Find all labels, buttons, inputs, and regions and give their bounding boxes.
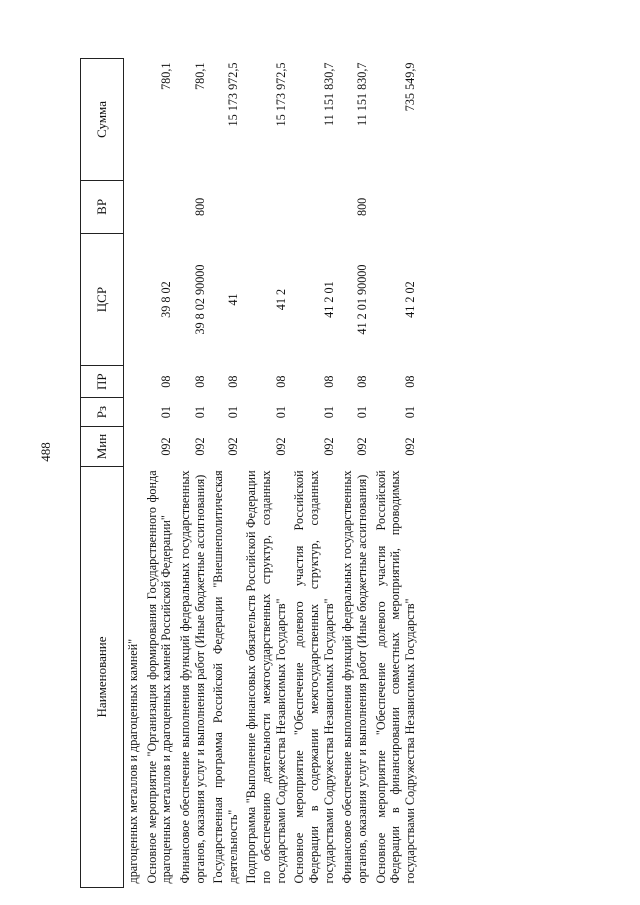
page-number: 488	[38, 442, 53, 462]
header-rz: Рз	[81, 398, 124, 427]
table-row	[338, 59, 371, 888]
row-csr: 39 8 02 90000	[192, 264, 207, 335]
row-vr	[143, 180, 176, 233]
row-sum: 11 151 830,7	[321, 62, 336, 127]
row-pr: 08	[354, 375, 369, 388]
row-vr	[242, 180, 290, 233]
header-name: Наименование	[81, 466, 124, 887]
row-pr: 08	[159, 375, 174, 388]
row-min: 092	[225, 437, 240, 456]
header-csr: ЦСР	[81, 233, 124, 365]
row-name: Государственная программа Российской Федерации "Внешнеполитическая деятельность"	[211, 470, 240, 884]
row-rz: 01	[192, 406, 207, 419]
row-csr: 41	[225, 293, 240, 306]
table-row	[143, 59, 176, 888]
row-csr: 41 2 01	[321, 281, 336, 318]
row-name: Основное мероприятие "Обеспечение долевого участия Российской Федерации в финансировании совместных мероприятий, проводимых государствами Содружества Независимых Государств"	[373, 470, 417, 884]
table-row	[209, 59, 242, 888]
row-name: Подпрограмма "Выполнение финансовых обязательств Российской Федерации по обеспечению деятельности межгосударственных структур, созданных государствами Содружества Независимых Государств"	[244, 470, 288, 884]
row-pr: 08	[273, 375, 288, 388]
table-row	[242, 59, 290, 888]
row-sum: 780,1	[159, 62, 174, 90]
header-pr: ПР	[81, 366, 124, 398]
table-row	[290, 59, 338, 888]
continuation-row	[124, 59, 143, 888]
table-header	[81, 59, 124, 888]
row-min: 092	[321, 437, 336, 456]
header-min: Мин	[81, 427, 124, 467]
row-vr	[290, 180, 338, 233]
row-rz: 01	[321, 406, 336, 419]
row-min: 092	[273, 437, 288, 456]
budget-table-container	[80, 58, 605, 888]
row-vr	[209, 180, 242, 233]
row-rz: 01	[225, 406, 240, 419]
row-pr: 08	[225, 375, 240, 388]
table-row	[176, 59, 209, 888]
row-rz: 01	[273, 406, 288, 419]
header-sum: Сумма	[81, 59, 124, 181]
row-sum: 15 173 972,5	[273, 62, 288, 127]
row-vr: 800	[192, 197, 207, 216]
row-vr	[372, 180, 420, 233]
row-csr: 39 8 02	[159, 281, 174, 318]
row-min: 092	[354, 437, 369, 456]
row-sum: 15 173 972,5	[225, 62, 240, 127]
row-name: Финансовое обеспечение выполнения функций федеральных государственных органов, оказания услуг и выполнения работ (Иные бюджетные ассигнования)	[177, 470, 207, 884]
row-sum: 780,1	[192, 62, 207, 90]
table-row	[372, 59, 420, 888]
header-vr: ВР	[81, 180, 124, 233]
row-sum: 11 151 830,7	[354, 62, 369, 127]
row-name: Основное мероприятие "Организация формирования Государственного фонда драгоценных металлов и драгоценных камней Российской Федерации"	[144, 470, 174, 884]
row-rz: 01	[354, 406, 369, 419]
row-name: Финансовое обеспечение выполнения функций федеральных государственных органов, оказания услуг и выполнения работ (Иные бюджетные ассигнования)	[340, 470, 369, 884]
row-csr: 41 2 01 90000	[354, 264, 369, 335]
row-pr: 08	[192, 375, 207, 388]
row-min: 092	[402, 437, 417, 456]
budget-table	[80, 58, 420, 888]
row-rz: 01	[159, 406, 174, 419]
row-vr: 800	[354, 197, 369, 216]
row-csr: 41 2	[273, 288, 288, 311]
row-rz: 01	[402, 406, 417, 419]
row-pr: 08	[402, 375, 417, 388]
row-name: Основное мероприятие "Обеспечение долевого участия Российской Федерации в содержании межгосударственных структур, созданных государствами Содружества Независимых Государств"	[292, 470, 336, 884]
row-min: 092	[192, 437, 207, 456]
row-pr: 08	[321, 375, 336, 388]
row-csr: 41 2 02	[402, 281, 417, 318]
row-sum: 735 549,9	[402, 62, 417, 112]
row-min: 092	[159, 437, 174, 456]
continuation-text: драгоценных металлов и драгоценных камней"	[126, 638, 140, 884]
